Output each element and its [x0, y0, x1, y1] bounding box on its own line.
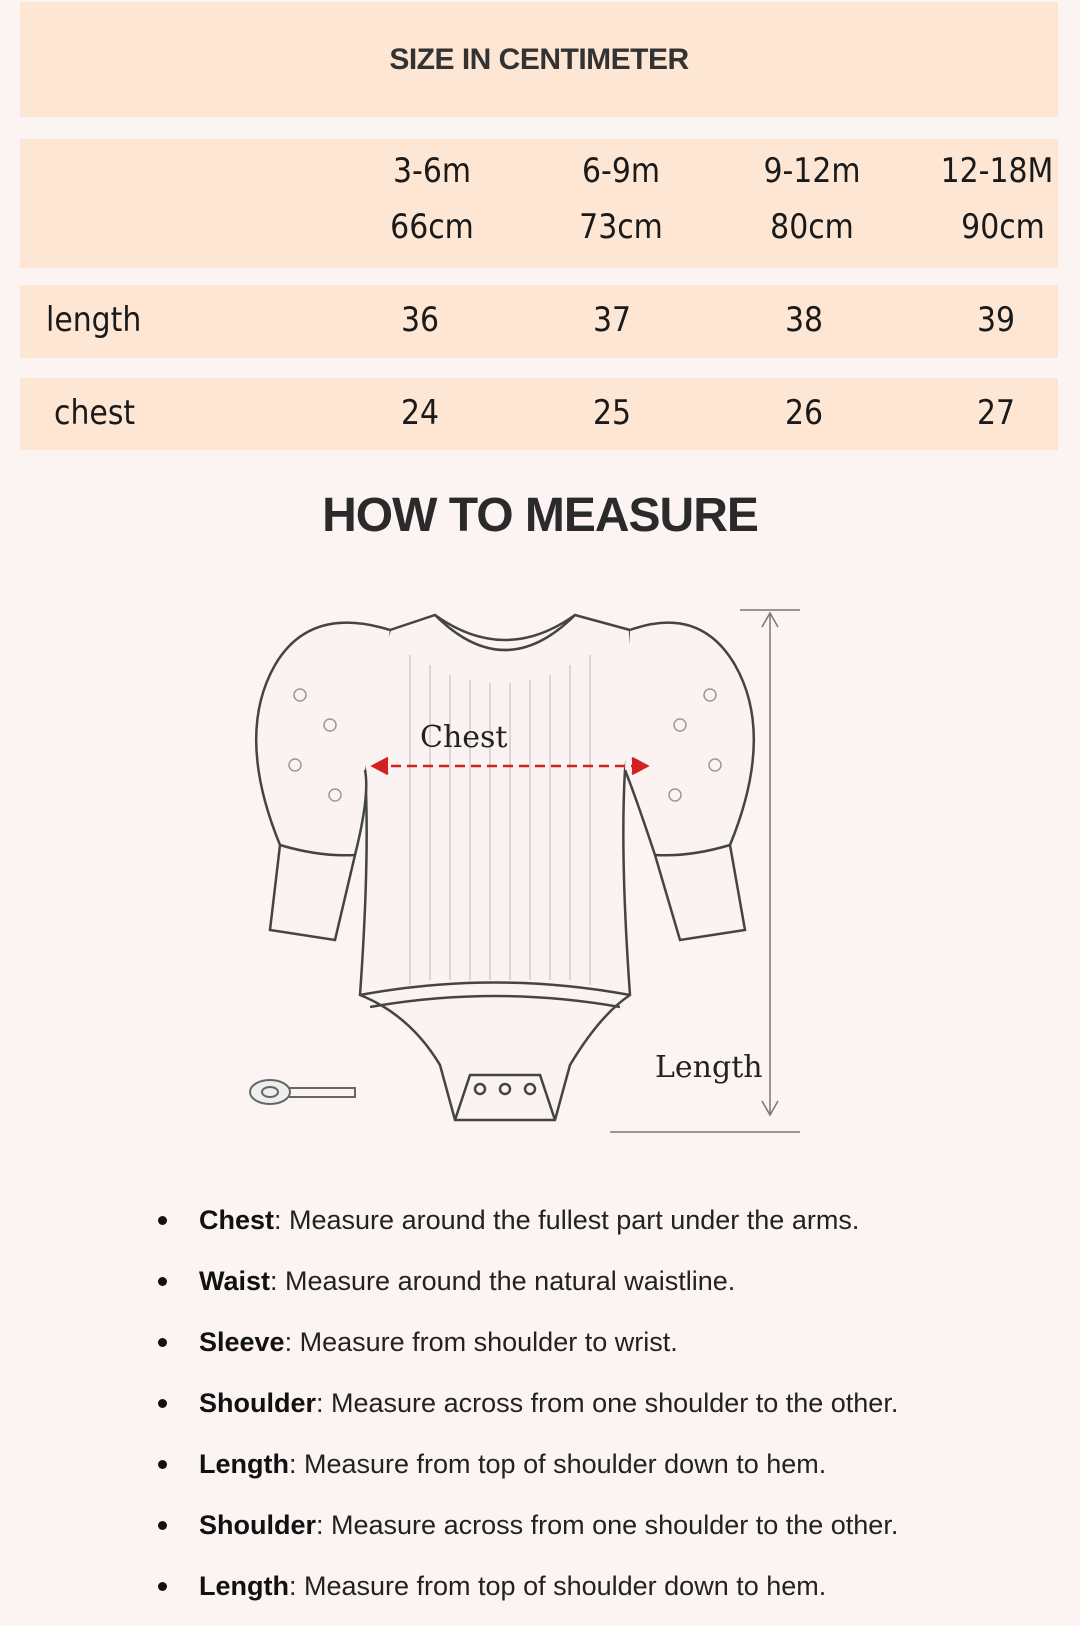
list-item [150, 1312, 898, 1373]
list-item [150, 1495, 898, 1556]
cell: 38 [784, 300, 824, 340]
bullet-icon [158, 1277, 167, 1286]
col-age: 9-12m [763, 151, 861, 191]
cell: 27 [976, 393, 1016, 433]
description: : Measure from top of shoulder down to hem. [288, 1449, 827, 1479]
col-height: 73cm [579, 207, 663, 247]
term: Shoulder [199, 1388, 317, 1418]
list-item [150, 1190, 898, 1251]
term: Sleeve [199, 1327, 285, 1357]
list-item [150, 1556, 898, 1617]
how-to-measure-heading: HOW TO MEASURE [322, 489, 758, 542]
size-chart-title: SIZE IN CENTIMETER [389, 42, 689, 76]
cell: 24 [400, 393, 440, 433]
cell: 37 [592, 300, 632, 340]
table-row-length [20, 285, 1058, 358]
description: : Measure across from one shoulder to the other. [316, 1388, 899, 1418]
bullet-icon [158, 1216, 167, 1225]
col-height: 66cm [390, 207, 474, 247]
description: : Measure from top of shoulder down to hem. [288, 1571, 827, 1601]
bullet-icon [158, 1582, 167, 1591]
col-height: 90cm [961, 207, 1045, 247]
description: : Measure around the natural waistline. [270, 1266, 736, 1296]
col-age: 12-18M [940, 151, 1054, 191]
row-label: length [46, 300, 142, 340]
term: Shoulder [199, 1510, 317, 1540]
term: Length [199, 1571, 289, 1601]
col-age: 3-6m [392, 151, 472, 191]
measure-instructions [150, 1190, 898, 1617]
size-chart-title-band [20, 2, 1058, 117]
term: Length [199, 1449, 289, 1479]
cell: 36 [400, 300, 440, 340]
description: : Measure from shoulder to wrist. [284, 1327, 678, 1357]
cell: 26 [784, 393, 824, 433]
col-age: 6-9m [581, 151, 661, 191]
size-header-row [20, 139, 1058, 268]
bullet-icon [158, 1521, 167, 1530]
bullet-icon [158, 1338, 167, 1347]
list-item [150, 1434, 898, 1495]
term: Waist [199, 1266, 271, 1296]
list-item [150, 1251, 898, 1312]
bullet-icon [158, 1460, 167, 1469]
chest-label: Chest [420, 720, 508, 755]
list-item [150, 1373, 898, 1434]
description: : Measure across from one shoulder to the other. [316, 1510, 899, 1540]
bodysuit-illustration [240, 595, 820, 1150]
cell: 39 [976, 300, 1016, 340]
col-height: 80cm [770, 207, 854, 247]
table-row-chest [20, 378, 1058, 450]
row-label: chest [54, 393, 136, 433]
length-label: Length [655, 1050, 763, 1085]
bullet-icon [158, 1399, 167, 1408]
term: Chest [199, 1205, 275, 1235]
description: : Measure around the fullest part under the arms. [274, 1205, 860, 1235]
cell: 25 [592, 393, 632, 433]
